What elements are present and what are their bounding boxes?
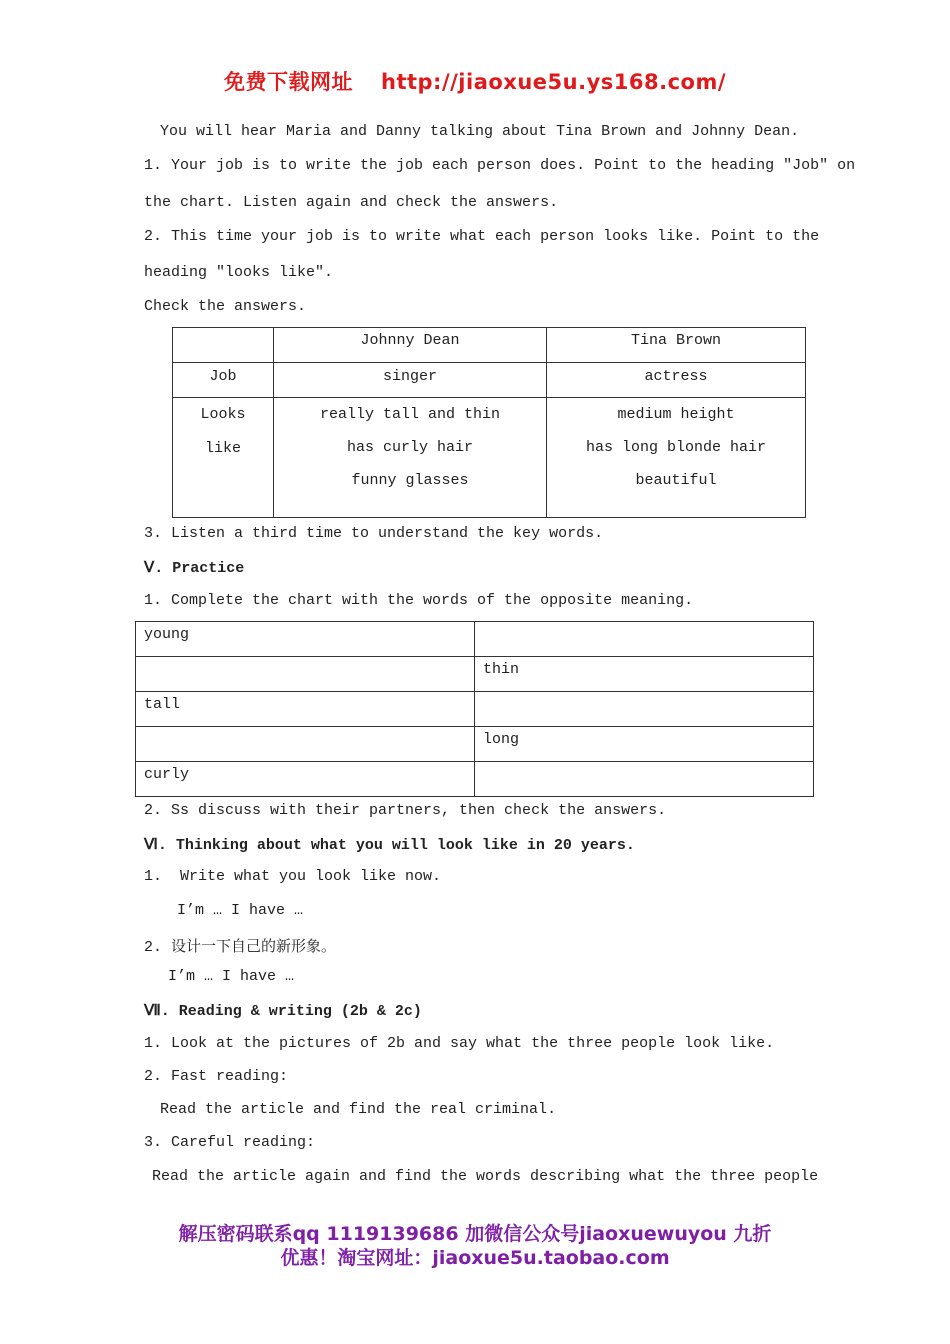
looks-tina-3: beautiful bbox=[635, 472, 717, 489]
practice-item1: 1. Complete the chart with the words of the opposite meaning. bbox=[144, 592, 694, 609]
thinking-heading: Ⅵ. Thinking about what you will look like in 20 years. bbox=[144, 837, 635, 854]
thinking-item2-example: I’m … I have … bbox=[168, 968, 295, 985]
table-looks-johnny bbox=[274, 398, 547, 518]
reading-heading: Ⅶ. Reading & writing (2b & 2c) bbox=[144, 1003, 422, 1020]
reading-item2-task: Read the article and find the real criminal. bbox=[160, 1101, 557, 1118]
reading-item3-task: Read the article again and find the words describing what the three people bbox=[152, 1168, 819, 1185]
listening-item2-line1: 2. This time your job is to write what each person looks like. Point to the bbox=[144, 228, 820, 245]
job-looks-table bbox=[172, 327, 806, 518]
table-looks-tina bbox=[547, 398, 806, 518]
opposites-cell bbox=[475, 692, 814, 727]
listening-item1-line1: 1. Your job is to write the job each person does. Point to the heading "Job" on bbox=[144, 157, 856, 174]
listening-item2-line2: heading "looks like". bbox=[144, 264, 334, 281]
thinking-item1: 1. Write what you look like now. bbox=[144, 868, 442, 885]
opposites-cell: young bbox=[136, 622, 475, 657]
reading-item1: 1. Look at the pictures of 2b and say what the three people look like. bbox=[144, 1035, 775, 1052]
opposites-cell: curly bbox=[136, 762, 475, 797]
opposites-cell: tall bbox=[136, 692, 475, 727]
looks-johnny-2: has curly hair bbox=[346, 439, 474, 456]
opposites-table bbox=[135, 621, 814, 797]
thinking-item2: 2. 设计一下自己的新形象。 bbox=[144, 939, 337, 956]
header-url-link[interactable]: http://jiaoxue5u.ys168.com/ bbox=[381, 70, 726, 94]
opposites-cell: thin bbox=[475, 657, 814, 692]
listening-intro: You will hear Maria and Danny talking about Tina Brown and Johnny Dean. bbox=[160, 123, 800, 140]
listening-item1-line2: the chart. Listen again and check the answers. bbox=[144, 194, 559, 211]
table-corner-cell bbox=[173, 328, 274, 363]
opposites-cell bbox=[136, 657, 475, 692]
practice-heading: Ⅴ. Practice bbox=[144, 560, 245, 577]
table-header-johnny: Johnny Dean bbox=[274, 328, 547, 363]
opposites-cell bbox=[136, 727, 475, 762]
opposites-cell: long bbox=[475, 727, 814, 762]
looks-johnny-1: really tall and thin bbox=[319, 406, 501, 423]
footer-line2: 优惠！淘宝网址：jiaoxue5u.taobao.com bbox=[280, 1247, 670, 1269]
table-row-job-label: Job bbox=[173, 363, 274, 398]
opposites-cell bbox=[475, 762, 814, 797]
looks-tina-2: has long blonde hair bbox=[585, 439, 767, 456]
looks-tina-1: medium height bbox=[617, 406, 735, 423]
practice-item2: 2. Ss discuss with their partners, then check the answers. bbox=[144, 802, 667, 819]
table-row-looks-label bbox=[173, 398, 274, 518]
table-job-johnny: singer bbox=[274, 363, 547, 398]
table-job-tina: actress bbox=[547, 363, 806, 398]
reading-item2: 2. Fast reading: bbox=[144, 1068, 289, 1085]
table-header-tina: Tina Brown bbox=[547, 328, 806, 363]
listening-check: Check the answers. bbox=[144, 298, 307, 315]
looks-label-line1: Looks bbox=[200, 406, 246, 423]
opposites-cell bbox=[475, 622, 814, 657]
thinking-item1-example: I’m … I have … bbox=[177, 902, 304, 919]
looks-label-line2: like bbox=[204, 440, 241, 457]
footer-line1: 解压密码联系qq 1119139686 加微信公众号jiaoxuewuyou 九折 bbox=[178, 1223, 772, 1245]
looks-johnny-3: funny glasses bbox=[351, 472, 469, 489]
header-cn-label: 免费下载网址 bbox=[224, 70, 353, 94]
reading-item3: 3. Careful reading: bbox=[144, 1134, 316, 1151]
listening-item3: 3. Listen a third time to understand the key words. bbox=[144, 525, 604, 542]
download-header bbox=[0, 66, 950, 96]
